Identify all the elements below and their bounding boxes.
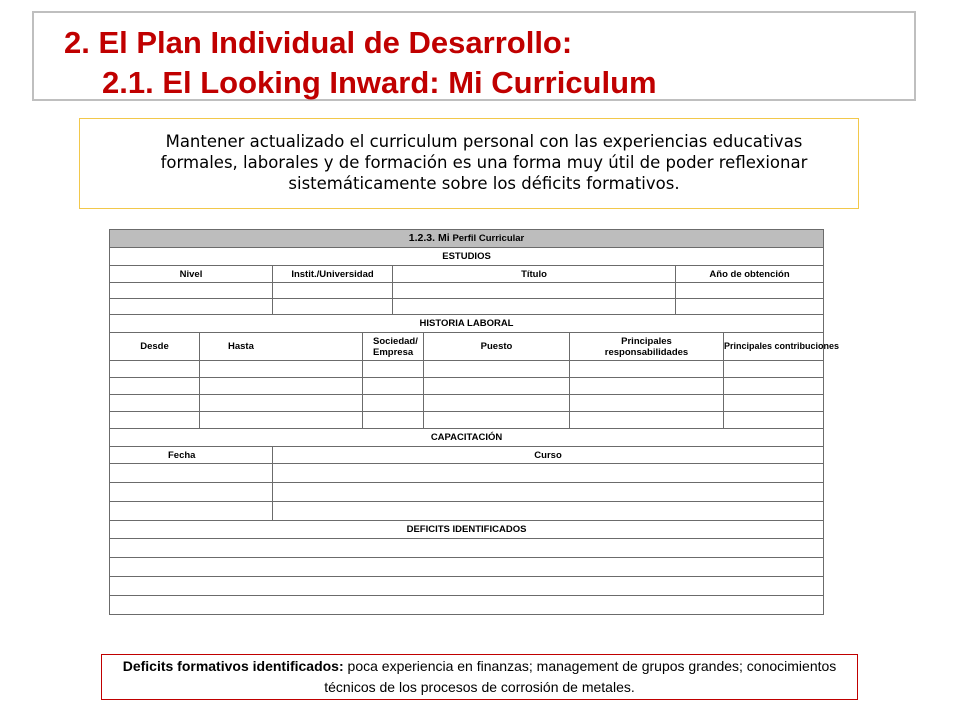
estudios-cell[interactable] bbox=[273, 299, 393, 315]
estudios-cell[interactable] bbox=[676, 299, 824, 315]
col-puesto: Puesto bbox=[424, 333, 570, 361]
col-fecha: Fecha bbox=[110, 447, 273, 464]
estudios-cell[interactable] bbox=[393, 299, 676, 315]
table-row bbox=[110, 395, 824, 412]
capacitacion-cell[interactable] bbox=[273, 502, 824, 521]
form-title-prefix: 1.2.3. Mi bbox=[408, 232, 450, 244]
capacitacion-cell[interactable] bbox=[110, 464, 273, 483]
historia-cell[interactable] bbox=[200, 395, 363, 412]
intro-text: Mantener actualizado el curriculum personal con las experiencias educativas formales, laborales y de formación es una forma muy útil de poder reflexionar sistemáticamente sobre los déficits formativos. bbox=[160, 132, 808, 193]
historia-cell[interactable] bbox=[724, 412, 824, 429]
estudios-cell[interactable] bbox=[110, 299, 273, 315]
historia-cell[interactable] bbox=[424, 412, 570, 429]
historia-cell[interactable] bbox=[424, 378, 570, 395]
deficit-note-label: Deficits formativos identificados: bbox=[122, 658, 344, 674]
deficits-cell[interactable] bbox=[110, 558, 824, 577]
historia-cell[interactable] bbox=[424, 395, 570, 412]
historia-cell[interactable] bbox=[200, 378, 363, 395]
slide-subtitle: 2.1. El Looking Inward: Mi Curriculum bbox=[102, 65, 657, 100]
historia-cell[interactable] bbox=[724, 378, 824, 395]
slide-title: 2. El Plan Individual de Desarrollo: bbox=[64, 25, 573, 60]
historia-cell[interactable] bbox=[110, 412, 200, 429]
historia-cell[interactable] bbox=[724, 395, 824, 412]
section-historia-laboral: HISTORIA LABORAL bbox=[110, 315, 824, 333]
historia-cell[interactable] bbox=[363, 395, 424, 412]
table-row bbox=[110, 539, 824, 558]
capacitacion-cell[interactable] bbox=[273, 483, 824, 502]
deficits-cell[interactable] bbox=[110, 596, 824, 615]
intro-box bbox=[79, 118, 859, 209]
deficit-note bbox=[101, 654, 858, 700]
curriculum-table bbox=[109, 229, 840, 615]
deficits-cell[interactable] bbox=[110, 539, 824, 558]
historia-cell[interactable] bbox=[363, 378, 424, 395]
col-desde: Desde bbox=[110, 333, 200, 361]
col-curso: Curso bbox=[273, 447, 824, 464]
deficit-note-text: poca experiencia en finanzas; management de grupos grandes; conocimientos técnicos de los procesos de corrosión de metales. bbox=[324, 658, 837, 695]
table-row bbox=[110, 558, 824, 577]
historia-cell[interactable] bbox=[570, 361, 724, 378]
historia-cell[interactable] bbox=[570, 395, 724, 412]
col-nivel: Nivel bbox=[110, 266, 273, 283]
capacitacion-cell[interactable] bbox=[273, 464, 824, 483]
table-row bbox=[110, 502, 824, 521]
col-hasta: Hasta bbox=[200, 333, 363, 361]
historia-cell[interactable] bbox=[363, 361, 424, 378]
col-ano-obtencion: Año de obtención bbox=[676, 266, 824, 283]
table-row bbox=[110, 577, 824, 596]
historia-cell[interactable] bbox=[200, 412, 363, 429]
estudios-cell[interactable] bbox=[110, 283, 273, 299]
historia-cell[interactable] bbox=[110, 378, 200, 395]
historia-cell[interactable] bbox=[363, 412, 424, 429]
historia-cell[interactable] bbox=[570, 378, 724, 395]
historia-cell[interactable] bbox=[110, 395, 200, 412]
section-estudios: ESTUDIOS bbox=[110, 248, 824, 266]
table-row bbox=[110, 361, 824, 378]
curriculum-form bbox=[109, 229, 840, 632]
historia-cell[interactable] bbox=[110, 361, 200, 378]
table-row bbox=[110, 596, 824, 615]
table-row bbox=[110, 483, 824, 502]
section-capacitacion: CAPACITACIÓN bbox=[110, 429, 824, 447]
estudios-cell[interactable] bbox=[393, 283, 676, 299]
estudios-cell[interactable] bbox=[273, 283, 393, 299]
table-row bbox=[110, 412, 824, 429]
col-contribuciones: Principales contribuciones bbox=[724, 333, 824, 361]
col-sociedad-empresa: Sociedad/ Empresa bbox=[363, 333, 424, 361]
title-box bbox=[32, 11, 916, 101]
estudios-cell[interactable] bbox=[676, 283, 824, 299]
col-institucion: Instit./Universidad bbox=[273, 266, 393, 283]
historia-cell[interactable] bbox=[570, 412, 724, 429]
section-deficits: DEFICITS IDENTIFICADOS bbox=[110, 521, 824, 539]
historia-cell[interactable] bbox=[724, 361, 824, 378]
table-row bbox=[110, 464, 824, 483]
form-title-suffix: Perfil Curricular bbox=[452, 233, 525, 244]
form-title bbox=[110, 230, 824, 248]
deficits-cell[interactable] bbox=[110, 577, 824, 596]
historia-cell[interactable] bbox=[424, 361, 570, 378]
capacitacion-cell[interactable] bbox=[110, 502, 273, 521]
col-responsabilidades: Principales responsabilidades bbox=[570, 333, 724, 361]
table-row bbox=[110, 378, 824, 395]
table-row bbox=[110, 299, 824, 315]
col-titulo: Título bbox=[393, 266, 676, 283]
historia-cell[interactable] bbox=[200, 361, 363, 378]
table-row bbox=[110, 283, 824, 299]
capacitacion-cell[interactable] bbox=[110, 483, 273, 502]
